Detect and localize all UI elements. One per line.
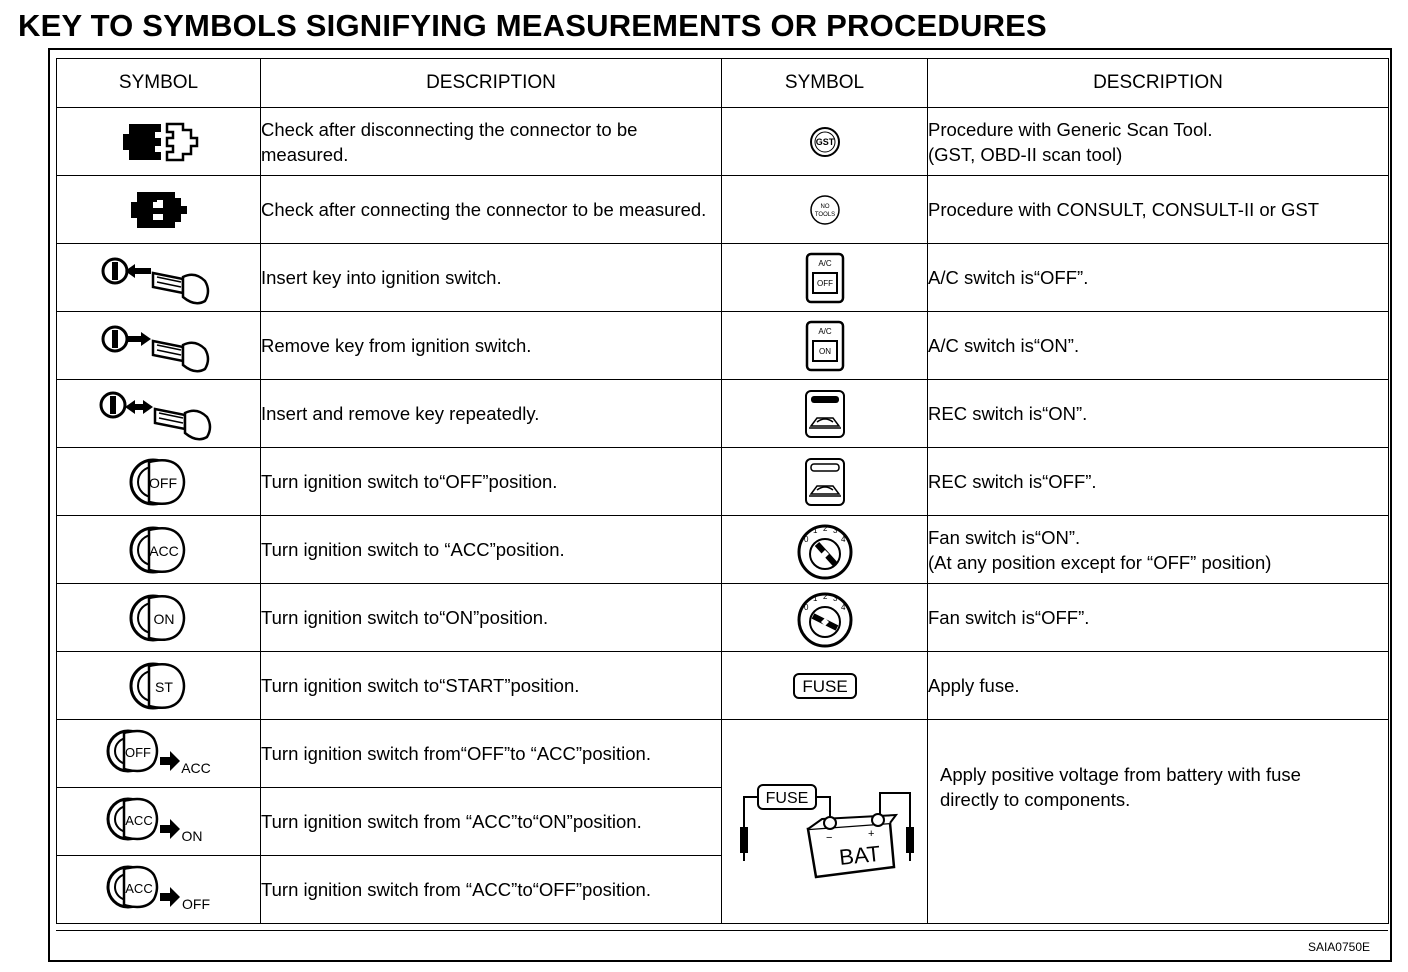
battery-label: BAT [837,840,881,870]
ignition-from-label: OFF [124,744,151,760]
description-cell [928,244,1389,312]
table-row [57,176,1389,244]
ac-label: A/C [817,326,832,336]
bottom-divider [56,930,1388,931]
symbol-cell [57,448,261,516]
description-cell: Insert key into ignition switch. [261,244,722,312]
fan-dial-2: 2 [822,523,827,533]
table-row [57,108,1389,176]
ignition-from-label: ACC [124,880,153,896]
battery-fuse-icon [730,757,920,887]
symbol-cell [722,244,928,312]
ignition-start-icon [127,656,191,716]
ignition-to-label: ON [181,827,202,844]
table-row [57,652,1389,720]
insert-remove-key-icon [97,383,221,445]
description-cell [928,108,1389,176]
description-line: Apply positive voltage from battery with fuse [940,764,1301,785]
connector-connected-icon [123,186,195,234]
no-tools-bottom-label: TOOLS [814,211,835,218]
table-row [57,584,1389,652]
fan-dial-3: 3 [832,525,837,535]
header-symbol-right: SYMBOL [722,59,928,108]
table-row [57,448,1389,516]
description-cell: Turn ignition switch to“ON”position. [261,584,722,652]
fan-dial-2: 2 [822,591,827,601]
fan-dial-0: 0 [803,602,808,612]
fan-dial-4: 4 [840,534,845,544]
ignition-label: ON [153,610,174,627]
description-line: Fan switch is“ON”. [928,526,1081,548]
fuse-label: FUSE [801,676,848,696]
no-tools-top-label: NO [820,203,829,210]
header-description-right: DESCRIPTION [928,59,1389,108]
fuse-label: FUSE [765,789,808,807]
symbol-cell [57,244,261,312]
ac-off-icon [804,251,846,305]
description-cell [928,176,1389,244]
symbol-cell [722,516,928,584]
symbol-cell [57,312,261,380]
symbol-cell [57,176,261,244]
table-row [57,244,1389,312]
description-cell [928,448,1389,516]
ignition-label: OFF [148,474,177,491]
fuse-icon [792,672,858,700]
ignition-on-icon [127,588,191,648]
symbol-cell [57,652,261,720]
description-line: REC switch is“OFF”. [928,471,1097,492]
description-cell [928,380,1389,448]
symbol-cell [722,652,928,720]
description-line: directly to components. [940,789,1131,810]
gst-icon [808,125,842,159]
fan-dial-1: 1 [812,593,817,603]
ignition-from-label: ACC [124,812,153,828]
connector-disconnected-icon [117,118,201,166]
fan-dial-1: 1 [812,525,817,535]
description-cell [928,584,1389,652]
description-line: Procedure with Generic Scan Tool. [928,118,1213,140]
description-cell: Turn ignition switch from“OFF”to “ACC”position. [261,720,722,788]
table-row [57,312,1389,380]
ac-state-label: ON [818,346,831,356]
ac-state-label: OFF [816,278,833,288]
description-cell: Turn ignition switch from “ACC”to“ON”position. [261,788,722,856]
battery-plus: + [867,827,874,840]
table-row [57,516,1389,584]
description-cell: Remove key from ignition switch. [261,312,722,380]
description-cell [928,312,1389,380]
description-cell [928,720,1389,924]
fan-dial-0: 0 [803,534,808,544]
symbol-cell [722,312,928,380]
description-cell: Turn ignition switch to“OFF”position. [261,448,722,516]
fan-off-icon [789,586,861,650]
description-cell: Check after disconnecting the connector to be measured. [261,108,722,176]
description-line: Apply fuse. [928,675,1020,696]
no-tools-icon [808,193,842,227]
fan-dial-3: 3 [832,593,837,603]
rec-on-icon [803,388,847,440]
table-row [57,380,1389,448]
fan-dial-4: 4 [840,602,845,612]
header-row [57,59,1389,108]
symbol-cell [722,584,928,652]
symbol-cell [722,108,928,176]
symbol-cell [57,108,261,176]
table-row [57,720,1389,788]
symbol-cell [57,380,261,448]
symbol-cell [57,788,261,856]
symbol-cell [722,176,928,244]
insert-key-icon [99,247,219,309]
description-cell: Turn ignition switch to “ACC”position. [261,516,722,584]
symbol-cell [57,720,261,788]
description-cell: Turn ignition switch from “ACC”to“OFF”position. [261,856,722,924]
ignition-label: ST [154,678,173,695]
description-line: Fan switch is“OFF”. [928,607,1090,628]
ignition-label: ACC [148,542,179,559]
ignition-off-icon [127,452,191,512]
ignition-acc-icon [127,520,191,580]
description-line: A/C switch is“OFF”. [928,267,1089,288]
description-cell [928,516,1389,584]
figure-code: SAIA0750E [1307,940,1370,954]
battery-minus: − [825,831,832,844]
ac-on-icon [804,319,846,373]
symbol-cell [722,720,928,924]
description-cell: Insert and remove key repeatedly. [261,380,722,448]
symbol-cell [57,856,261,924]
symbol-cell [57,584,261,652]
header-description-left: DESCRIPTION [261,59,722,108]
description-line: A/C switch is“ON”. [928,335,1080,356]
description-line: (At any position except for “OFF” position) [928,551,1272,573]
description-cell: Check after connecting the connector to be measured. [261,176,722,244]
header-symbol-left: SYMBOL [57,59,261,108]
ignition-off-to-acc-icon [104,723,214,785]
symbols-table [56,58,1389,924]
symbol-cell [722,380,928,448]
remove-key-icon [99,315,219,377]
description-line: REC switch is“ON”. [928,403,1088,424]
fan-on-icon [789,518,861,582]
gst-label: GST [815,136,834,147]
ignition-to-label: OFF [181,895,210,912]
description-line: Procedure with CONSULT, CONSULT-II or GST [928,199,1319,220]
ignition-to-label: ACC [180,759,211,776]
description-cell [928,652,1389,720]
symbol-cell [722,448,928,516]
rec-off-icon [803,456,847,508]
description-cell: Turn ignition switch to“START”position. [261,652,722,720]
ac-label: A/C [817,258,832,268]
description-line: (GST, OBD-II scan tool) [928,143,1123,165]
ignition-acc-to-on-icon [104,791,214,853]
symbol-cell [57,516,261,584]
ignition-acc-to-off-icon [104,859,214,921]
page-title: KEY TO SYMBOLS SIGNIFYING MEASUREMENTS OR PROCEDURES [18,8,1047,43]
